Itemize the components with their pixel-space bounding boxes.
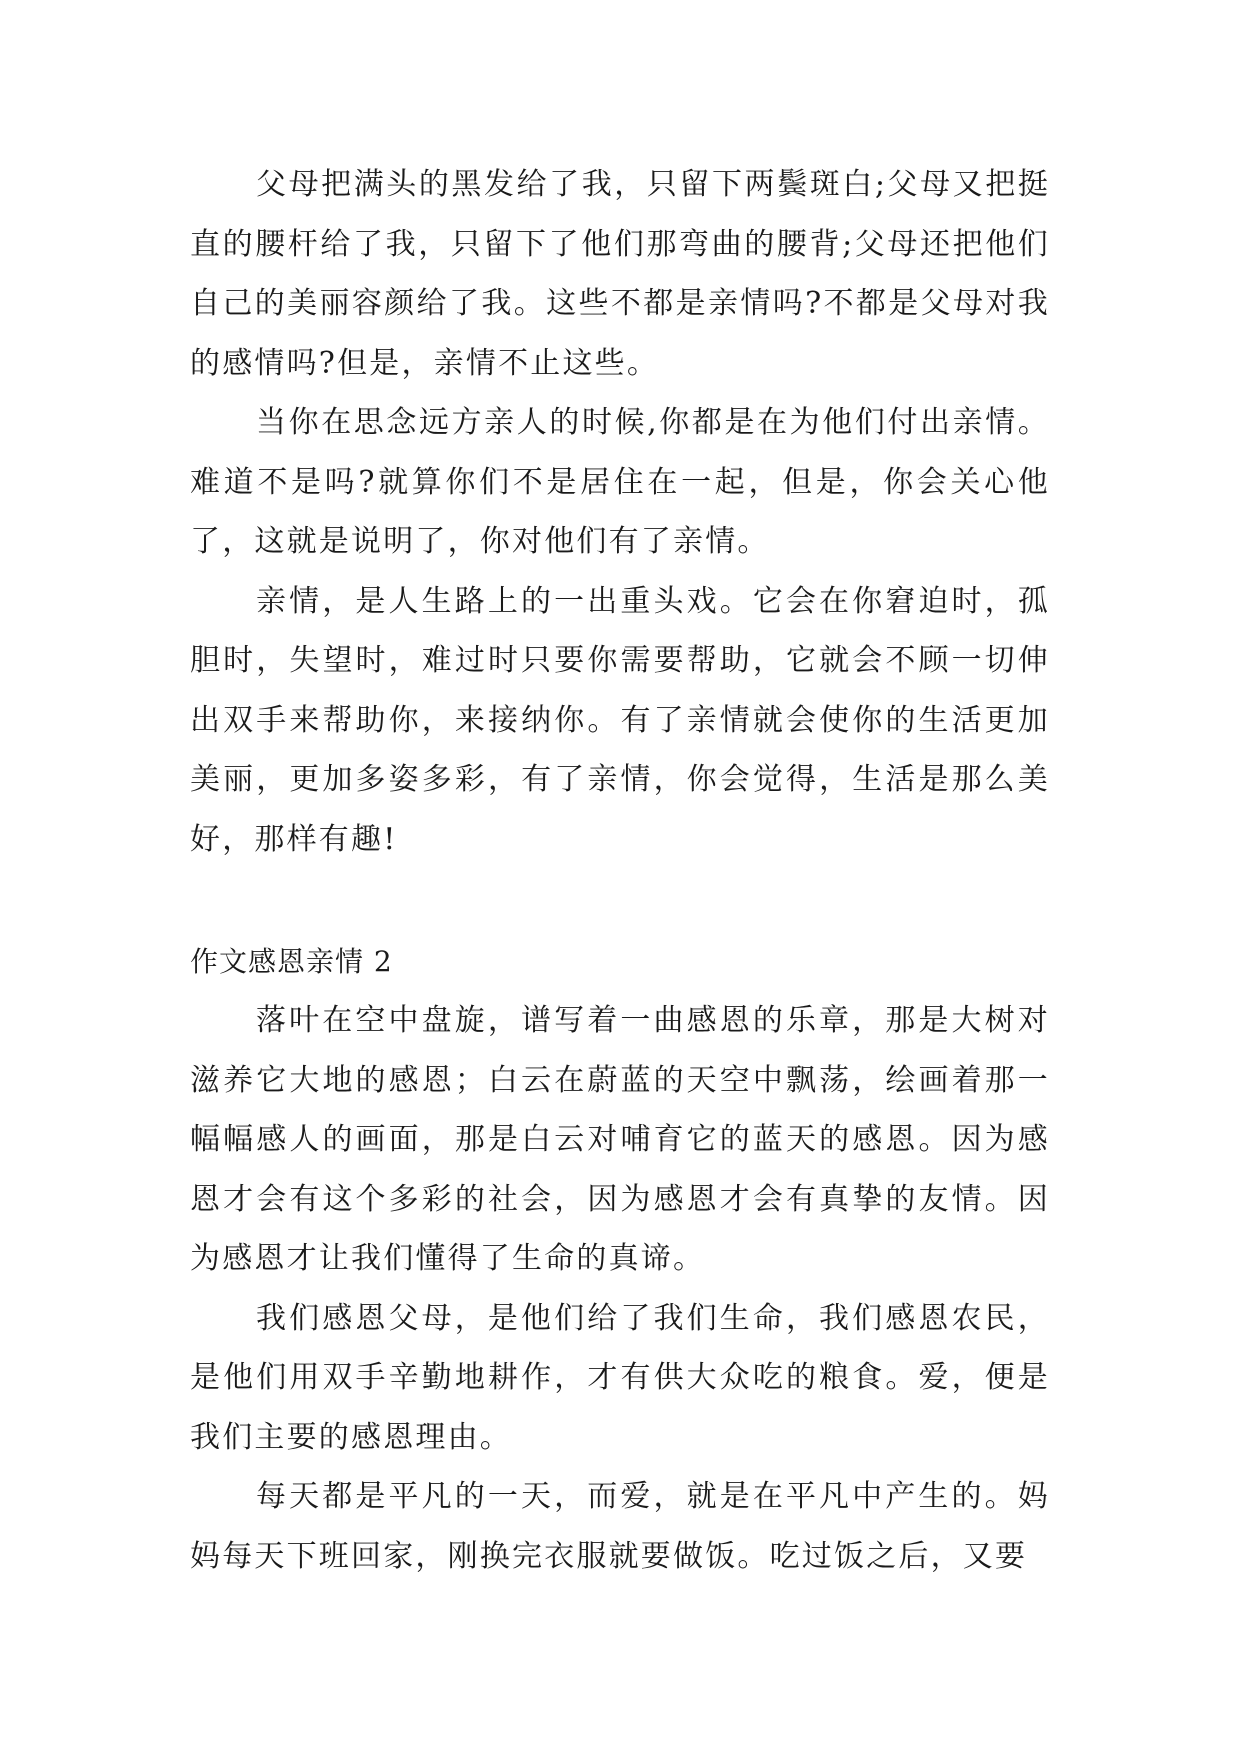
document-page bbox=[190, 155, 1050, 1586]
paragraph-4: 落叶在空中盘旋，谱写着一曲感恩的乐章，那是大树对滋养它大地的感恩；白云在蔚蓝的天空中飘荡，绘画着那一幅幅感人的画面，那是白云对哺育它的蓝天的感恩。因为感恩才会有这个多彩的社会，因为感恩才会有真挚的友情。因为感恩才让我们懂得了生命的真谛。 bbox=[190, 1003, 1050, 1276]
section-title: 作文感恩亲情 2 bbox=[190, 945, 393, 978]
paragraph-3: 亲情，是人生路上的一出重头戏。它会在你窘迫时，孤胆时，失望时，难过时只要你需要帮助，它就会不顾一切伸出双手来帮助你，来接纳你。有了亲情就会使你的生活更加美丽，更加多姿多彩，有了亲情，你会觉得，生活是那么美好，那样有趣! bbox=[190, 583, 1050, 857]
paragraph-5: 我们感恩父母，是他们给了我们生命，我们感恩农民，是他们用双手辛勤地耕作，才有供大众吃的粮食。爱，便是我们主要的感恩理由。 bbox=[190, 1300, 1050, 1455]
paragraph-1: 父母把满头的黑发给了我，只留下两鬓斑白;父母又把挺直的腰杆给了我，只留下了他们那弯曲的腰背;父母还把他们自己的美丽容颜给了我。这些不都是亲情吗?不都是父母对我的感情吗?但是，亲情不止这些。 bbox=[190, 167, 1050, 381]
paragraph-2: 当你在思念远方亲人的时候,你都是在为他们付出亲情。难道不是吗?就算你们不是居住在一起，但是，你会关心他了，这就是说明了，你对他们有了亲情。 bbox=[190, 405, 1050, 559]
paragraph-6: 每天都是平凡的一天，而爱，就是在平凡中产生的。妈妈每天下班回家，刚换完衣服就要做饭。吃过饭之后，又要 bbox=[190, 1479, 1050, 1574]
